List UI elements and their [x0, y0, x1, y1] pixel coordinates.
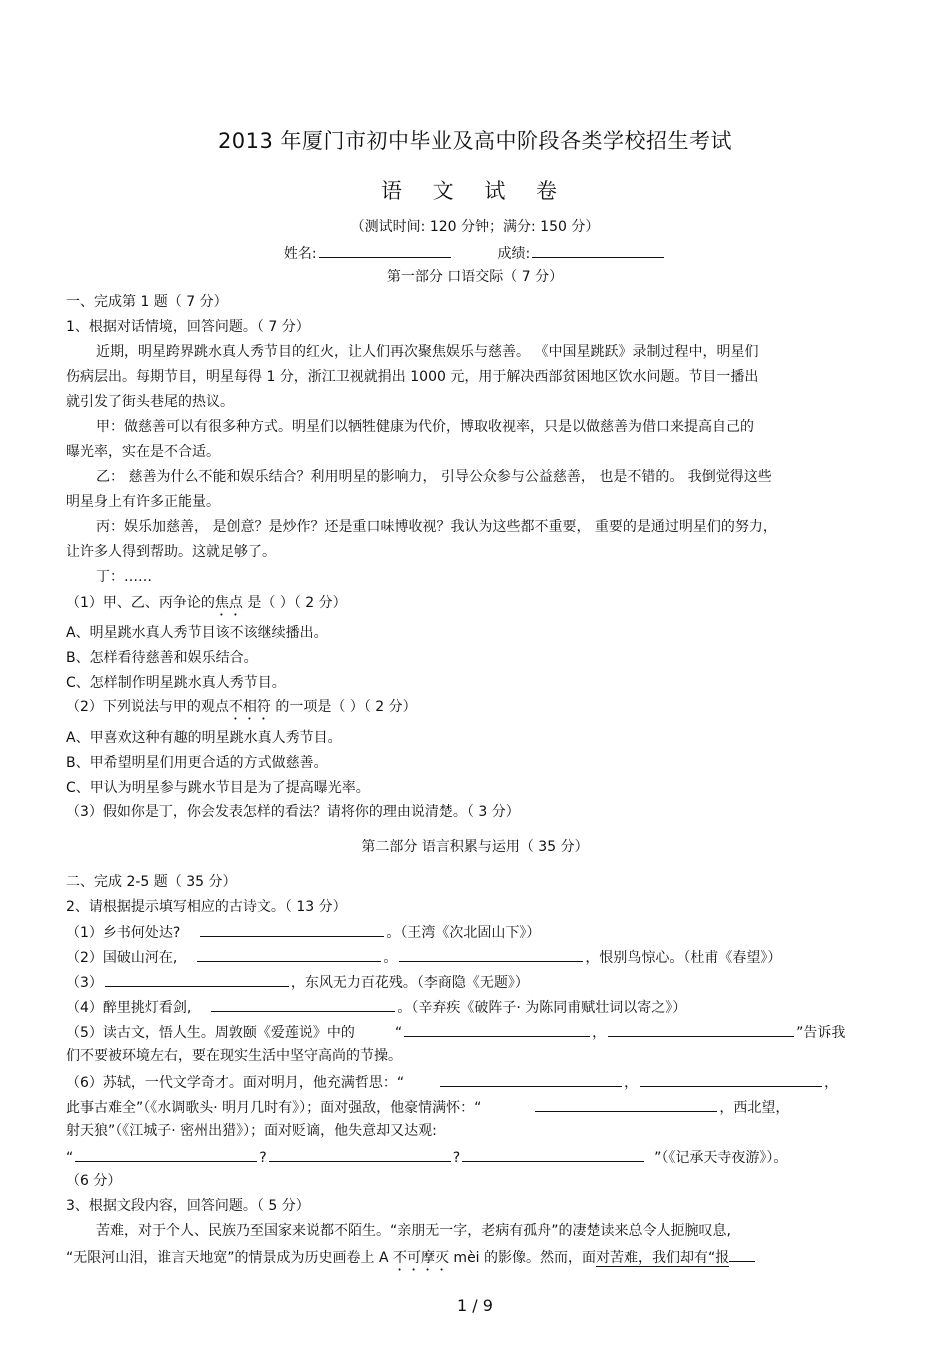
score-blank[interactable] — [532, 243, 664, 258]
question-1: 1、根据对话情境，回答问题。（ 7 分） — [66, 319, 310, 335]
option-a: A、甲喜欢这种有趣的明星跳水真人秀节目。 — [66, 730, 342, 746]
fill-line-4: （4）醉里挑灯看剑, 。（辛弃疾《破阵子· 为陈同甫赋壮词以寄之》） — [66, 997, 880, 1017]
answer-blank[interactable] — [608, 1022, 794, 1037]
answer-blank[interactable] — [399, 947, 583, 962]
question-1-2: （2）下列说法与甲的观点不相符 的一项是（ ）（ 2 分） — [66, 699, 417, 715]
fill-line-2: （2）国破山河在, 。 ，恨别鸟惊心。（杜甫《春望》） — [66, 947, 880, 967]
passage-line: 就引发了街头巷尾的热议。 — [66, 394, 234, 410]
score-label: 成绩: — [497, 246, 531, 262]
part1-heading: 第一部分 口语交际（ 7 分） — [386, 269, 564, 285]
answer-blank[interactable] — [105, 972, 289, 987]
answer-blank[interactable] — [440, 1072, 622, 1087]
question-3: 3、根据文段内容，回答问题。（ 5 分） — [66, 1198, 310, 1214]
answer-blank[interactable] — [200, 922, 384, 937]
exam-subtitle: 语 文 试 卷 — [380, 179, 570, 203]
dialogue-ding: 丁：…… — [96, 569, 152, 585]
name-blank[interactable] — [319, 243, 451, 258]
name-score-row — [0, 243, 950, 263]
dialogue-jia-cont: 曝光率，实在是不合适。 — [66, 444, 220, 460]
emphasis-term: 不可摩灭 — [392, 1250, 449, 1266]
question-1-1: （1）甲、乙、丙争论的焦点 是（ ）（ 2 分） — [66, 595, 347, 611]
passage-line: 伤病层出。每期节目，明星每得 1 分，浙江卫视就捐出 1000 元，用于解决西部贫困地区饮水问题。节目一播出 — [66, 369, 759, 385]
reading-line: “无限河山泪，谁言天地宽”的情景成为历史画卷上 A 不可摩灭 mèi 的影像。然而，面对苦难，我们却有“报 — [66, 1247, 880, 1274]
section1-heading: 一、完成第 1 题（ 7 分） — [66, 294, 228, 310]
fill-line-6-cont: 射天狼”（《江城子· 密州出猎》）；面对贬谪，他失意却又达观: — [66, 1123, 437, 1139]
question-1-3: （3）假如你是丁，你会发表怎样的看法？请将你的理由说清楚。（ 3 分） — [66, 804, 520, 820]
dialogue-yi-cont: 明星身上有许多正能量。 — [66, 494, 220, 510]
answer-blank[interactable] — [75, 1147, 257, 1162]
page-number: 1 / 9 — [457, 1296, 493, 1315]
answer-blank[interactable] — [462, 1147, 644, 1162]
fill-line-1: （1）乡书何处达? 。（王湾《次北固山下》） — [66, 922, 880, 942]
part2-heading: 第二部分 语言积累与运用（ 35 分） — [361, 839, 589, 855]
option-c: C、甲认为明星参与跳水节目是为了提高曝光率。 — [66, 780, 370, 796]
section2-heading: 二、完成 2-5 题（ 35 分） — [66, 874, 237, 890]
answer-blank[interactable] — [535, 1097, 717, 1112]
emphasis-not-match: 不相符 — [228, 699, 271, 715]
name-label: 姓名: — [283, 246, 317, 262]
option-c: C、怎样制作明星跳水真人秀节目。 — [66, 675, 286, 691]
passage-line: 近期，明星跨界跳水真人秀节目的红火，让人们再次聚焦娱乐与慈善。 《中国星跳跃》录制过程中，明星们 — [96, 344, 759, 360]
answer-blank[interactable] — [197, 947, 381, 962]
dialogue-yi: 乙： 慈善为什么不能和娱乐结合？利用明星的影响力， 引导公众参与公益慈善， 也是不错的。 我倒觉得这些 — [96, 469, 772, 485]
question-2: 2、请根据提示填写相应的古诗文。（ 13 分） — [66, 899, 347, 915]
option-a: A、明星跳水真人秀节目该不该继续播出。 — [66, 625, 328, 641]
option-b: B、怎样看待慈善和娱乐结合。 — [66, 650, 258, 666]
fill-line-5-cont: 们不要被环境左右，要在现实生活中坚守高尚的节操。 — [66, 1048, 402, 1064]
underline-tail — [729, 1247, 755, 1262]
answer-blank[interactable] — [640, 1072, 822, 1087]
underlined-sentence: 对苦难，我们却有“报 — [596, 1250, 730, 1266]
dialogue-bing: 丙：娱乐加慈善， 是创意？是炒作？还是重口味博收视？我认为这些都不重要， 重要的是通过明星们的努力， — [96, 519, 777, 535]
exam-meta: （测试时间: 120 分钟；满分: 150 分） — [350, 219, 600, 235]
fill-line-6-cont: “ ? ? ”（《记承天寺夜游》）。 — [66, 1147, 880, 1167]
emphasis-focus: 焦点 — [214, 595, 243, 611]
fill-line-6: （6）苏轼，一代文学奇才。面对明月，他充满哲思：“ ， ， — [66, 1072, 880, 1092]
exam-title: 2013 年厦门市初中毕业及高中阶段各类学校招生考试 — [217, 129, 733, 153]
reading-line: 苦难，对于个人、民族乃至国家来说都不陌生。“亲朋无一字，老病有孤舟”的凄楚读来总令人扼腕叹息, — [96, 1223, 731, 1239]
answer-blank[interactable] — [404, 1022, 590, 1037]
answer-blank[interactable] — [211, 997, 395, 1012]
answer-blank[interactable] — [269, 1147, 451, 1162]
fill-line-5: （5）读古文，悟人生。周敦颐《爱莲说》中的 “ ， ”告诉我 — [66, 1022, 880, 1042]
fill-line-6-score: （6 分） — [66, 1173, 122, 1189]
dialogue-bing-cont: 让许多人得到帮助。这就足够了。 — [66, 544, 276, 560]
dialogue-jia: 甲：做慈善可以有很多种方式。明星们以牺牲健康为代价，博取收视率，只是以做慈善为借口来提高自己的 — [96, 419, 754, 435]
fill-line-3: （3） ，东风无力百花残。（李商隐《无题》） — [66, 972, 880, 992]
option-b: B、甲希望明星们用更合适的方式做慈善。 — [66, 755, 328, 771]
fill-line-6-cont: 此事古难全”（《水调歌头· 明月几时有》）；面对强敌，他豪情满怀：“ ，西北望， — [66, 1097, 880, 1117]
